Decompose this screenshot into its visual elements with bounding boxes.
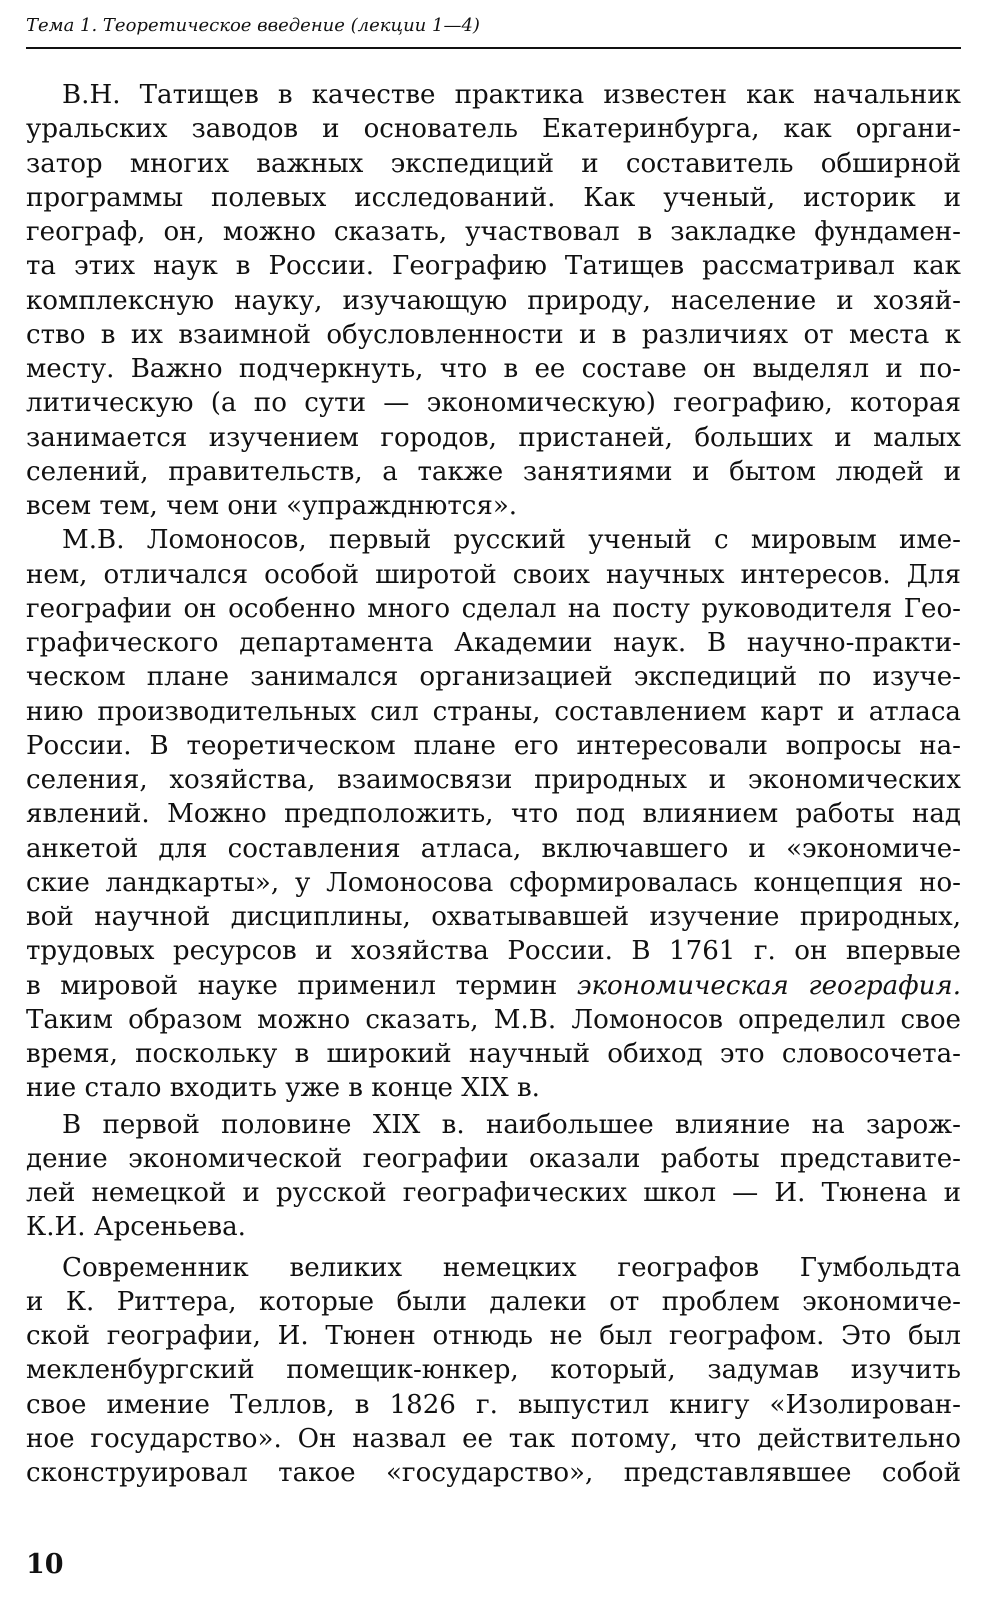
text-line: селений, правительств, а также занятиями и бытом людей и <box>26 456 961 487</box>
text-line: нем, отличался особой широтой своих научных интересов. Для <box>26 559 961 590</box>
text-line: В.Н. Татищев в качестве практика известен как начальник <box>62 80 961 110</box>
text-line: месту. Важно подчеркнуть, что в ее составе он выделял и по- <box>26 354 961 384</box>
text-line: М.В. Ломоносов, первый русский ученый с мировым име- <box>62 525 961 556</box>
text-line: вой научной дисциплины, охватывавшей изучение природных, <box>26 902 961 932</box>
text-line: анкетой для составления атласа, включавшего и «экономиче- <box>26 833 961 864</box>
text-line: В первой половине XIX в. наибольшее влияние на зарож- <box>62 1109 961 1140</box>
body-text <box>26 78 961 1490</box>
text-line: ное государство». Он назвал ее так потому, что действительно <box>26 1423 961 1454</box>
running-head: Тема 1. Теоретическое введение (лекции 1—4) <box>26 15 480 36</box>
paragraph-tatishchev <box>26 78 961 523</box>
text-line: графического департамента Академии наук. В научно-практи- <box>26 628 961 658</box>
text-line: ской географии, И. Тюнен отнюдь не был географом. Это был <box>26 1321 961 1351</box>
text-line: лей немецкой и русской географических школ — И. Тюнена и <box>26 1178 961 1208</box>
text-line: нию производительных сил страны, составлением карт и атласа <box>26 696 961 727</box>
header-rule <box>26 47 961 49</box>
text-line: сконструировал такое «государство», представлявшее собой <box>26 1458 961 1488</box>
text-line: мекленбургский помещик-юнкер, который, задумав изучить <box>26 1355 961 1386</box>
text-line: и К. Риттера, которые были далеки от проблем экономиче- <box>26 1286 961 1317</box>
text-line: географии он особенно много сделал на посту руководителя Гео- <box>26 593 961 624</box>
text-line: трудовых ресурсов и хозяйства России. В 1761 г. он впервые <box>26 936 961 967</box>
text-line: всем тем, чем они «упражднются». <box>26 491 518 521</box>
text-line: занимается изучением городов, пристаней, больших и малых <box>26 422 961 453</box>
text-line: ние стало входить уже в конце XIX в. <box>26 1073 540 1104</box>
text-line: селения, хозяйства, взаимосвязи природных и экономических <box>26 765 961 795</box>
text-line: дение экономической географии оказали работы представите- <box>26 1143 961 1174</box>
paragraph-lomonosov <box>26 523 961 1105</box>
text-line: свое имение Теллов, в 1826 г. выпустил книгу «Изолирован- <box>26 1389 961 1420</box>
page-number: 10 <box>26 1549 64 1580</box>
text-run: в мировой науке применил термин <box>26 970 577 1001</box>
text-line: явлений. Можно предположить, что под влиянием работы над <box>26 799 961 830</box>
text-line: К.И. Арсеньева. <box>26 1212 246 1243</box>
text-line: ческом плане занимался организацией экспедиций по изуче- <box>26 662 961 693</box>
text-line: географ, он, можно сказать, участвовал в закладке фундамен- <box>26 217 961 247</box>
text-line: Таким образом можно сказать, М.В. Ломоносов определил свое <box>26 1004 961 1035</box>
text-line: России. В теоретическом плане его интересовали вопросы на- <box>26 730 961 761</box>
text-line: программы полевых исследований. Как ученый, историк и <box>26 182 961 213</box>
text-line: комплексную науку, изучающую природу, население и хозяй- <box>26 285 961 316</box>
text-line: время, поскольку в широкий научный обиход это словосочета- <box>26 1039 961 1069</box>
paragraph-tyunen-arsenyev <box>26 1108 961 1245</box>
paragraph-tyunen <box>26 1251 961 1491</box>
text-line: ские ландкарты», у Ломоносова сформировалась концепция но- <box>26 867 961 898</box>
text-line-with-term <box>26 969 961 1003</box>
text-line: та этих наук в России. Географию Татищев рассматривал как <box>26 251 961 282</box>
text-line: литическую (а по сути — экономическую) географию, которая <box>26 388 961 419</box>
text-line: ство в их взаимной обусловленности и в различиях от места к <box>26 319 961 350</box>
italic-term: экономическая география. <box>576 970 961 1001</box>
text-line: Современник великих немецких географов Гумбольдта <box>62 1252 961 1283</box>
text-line: уральских заводов и основатель Екатеринбурга, как органи- <box>26 114 961 145</box>
text-line: затор многих важных экспедиций и составитель обширной <box>26 148 961 179</box>
